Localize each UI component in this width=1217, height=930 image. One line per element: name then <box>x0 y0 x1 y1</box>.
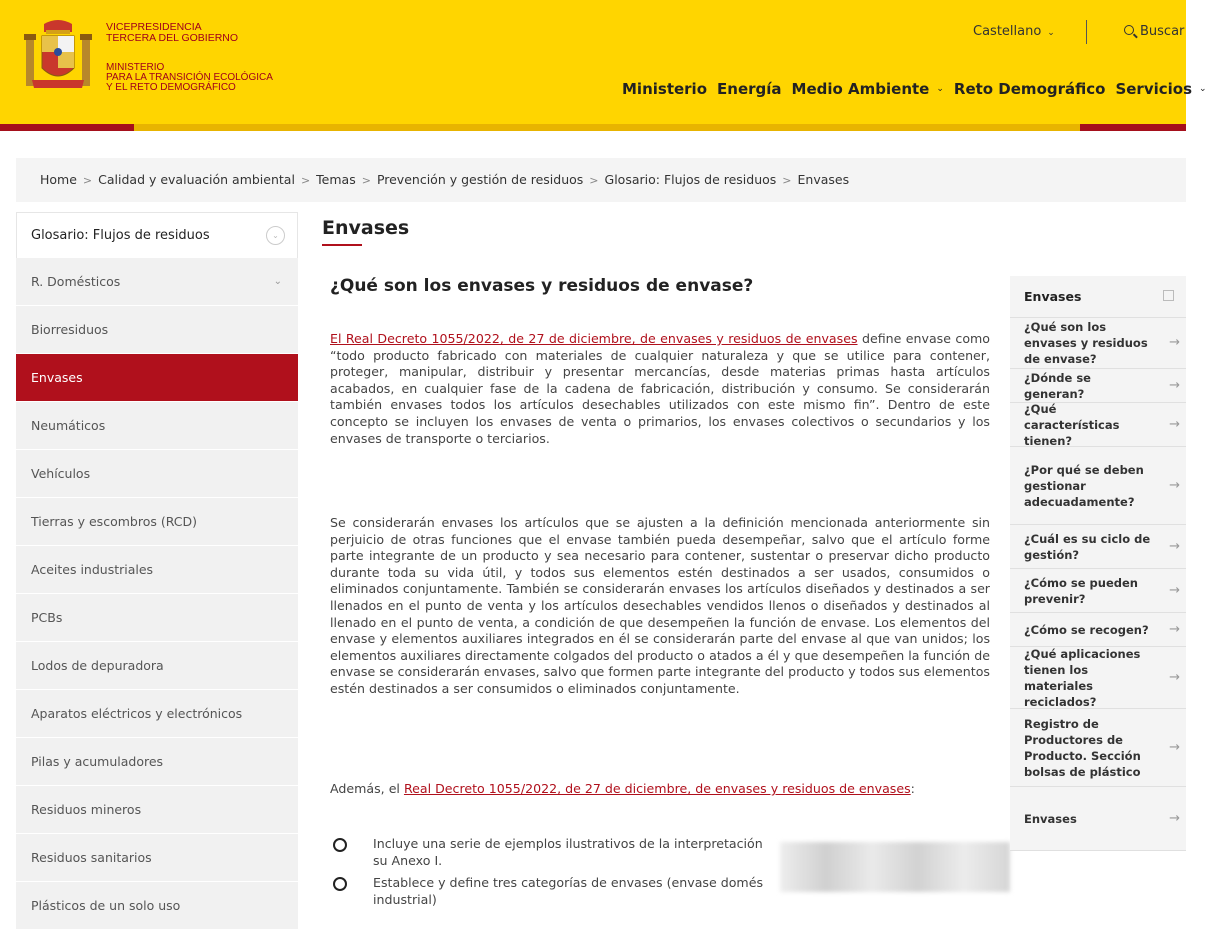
arrow-right-icon: → <box>1169 582 1180 598</box>
search-label: Buscar <box>1140 24 1185 39</box>
paragraph-text: Además, el <box>330 781 404 796</box>
arrow-right-icon: → <box>1169 669 1180 685</box>
breadcrumb-link[interactable]: Temas <box>316 172 356 187</box>
list-item-text <box>373 875 763 908</box>
toc-item[interactable] <box>1010 647 1186 709</box>
ministry-name <box>106 63 273 93</box>
nav-item-label: Ministerio <box>622 80 708 98</box>
toc-item-label: ¿Dónde se generan? <box>1024 370 1091 401</box>
ministry-line: PARA LA TRANSICIÓN ECOLÓGICA <box>106 72 273 83</box>
nav-item-label: Medio Ambiente <box>791 80 930 98</box>
table-of-contents <box>1010 276 1186 851</box>
sidebar-item[interactable] <box>16 258 298 306</box>
sidebar-item[interactable] <box>16 306 298 354</box>
toc-item-label: Envases <box>1024 811 1077 826</box>
toc-title: Envases <box>1024 289 1082 304</box>
paragraph <box>330 331 990 447</box>
sidebar-item[interactable] <box>16 354 298 402</box>
nav-item[interactable] <box>1115 80 1206 98</box>
main-navigation <box>622 80 1217 98</box>
sidebar-item-label: Envases <box>31 370 83 385</box>
breadcrumb-separator-icon: > <box>361 174 371 187</box>
nav-item-label: Reto Demográfico <box>953 80 1106 98</box>
ministry-line: MINISTERIO <box>106 62 165 73</box>
toc-item-label: ¿Qué características tienen? <box>1024 401 1120 448</box>
title-underline <box>322 244 362 246</box>
toc-item[interactable] <box>1010 525 1186 569</box>
paragraph-text: : <box>910 781 915 796</box>
site-header <box>0 0 1207 126</box>
breadcrumb-link[interactable]: Calidad y evaluación ambiental <box>98 172 295 187</box>
sidebar-item-label: Residuos mineros <box>31 802 142 817</box>
real-decreto-link[interactable]: El Real Decreto 1055/2022, de 27 de diciembre, de envases y residuos de envases <box>330 331 858 346</box>
list-line: su Anexo I. <box>373 852 443 868</box>
arrow-right-icon: → <box>1169 335 1180 350</box>
toc-header <box>1010 276 1186 318</box>
collapse-icon[interactable]: ⌄ <box>266 226 285 245</box>
toc-item[interactable] <box>1010 447 1186 525</box>
search-button[interactable] <box>1124 24 1184 39</box>
sidebar-item[interactable] <box>16 546 298 594</box>
breadcrumb-link[interactable]: Prevención y gestión de residuos <box>376 172 584 187</box>
arrow-right-icon: → <box>1169 739 1180 755</box>
toc-item[interactable] <box>1010 369 1186 403</box>
arrow-right-icon: → <box>1169 477 1180 493</box>
sidebar-item-label: Tierras y escombros (RCD) <box>31 514 197 529</box>
sidebar-item[interactable] <box>16 786 298 834</box>
toc-item[interactable] <box>1010 318 1186 369</box>
sidebar-item[interactable] <box>16 738 298 786</box>
sidebar-item[interactable] <box>16 882 298 930</box>
toc-item-label: ¿Qué aplicaciones tienen los materiales reciclados? <box>1024 646 1141 709</box>
paragraph-text: define envase como “todo producto fabricado con materiales de cualquier naturaleza y que se utilice para contener, proteger, manipular, distribuir y presentar mercancías, desde materias primas hasta artículos acabados, en cualquier fase de la cadena de fabricación, distribución y consumo. Se considerarán también envases todos los artículos desechables utilizados con este mismo fin”. Dentro de este concepto se incluyen los envases de venta o primarios, los envases colectivos o secundarios y los envases de transporte o terciarios. <box>330 331 990 446</box>
chevron-down-icon: ⌄ <box>936 84 944 94</box>
sidebar-item-label: R. Domésticos <box>31 274 121 289</box>
header-stripe <box>1080 124 1186 131</box>
language-selector[interactable] <box>973 24 1055 39</box>
sidebar-item-label: Residuos sanitarios <box>31 850 152 865</box>
sidebar-item[interactable] <box>16 594 298 642</box>
sidebar <box>16 212 298 930</box>
toc-item-label: ¿Cómo se recogen? <box>1024 622 1149 637</box>
sidebar-item[interactable] <box>16 450 298 498</box>
chevron-down-icon: ⌄ <box>1047 28 1055 38</box>
nav-item-label: Energía <box>717 80 782 98</box>
paragraph: Se considerarán envases los artículos que se ajusten a la definición mencionada anteriormente sin perjuicio de otras funciones que el envase también pueda desempeñar, salvo que el artículo forme parte integrante de un producto y sea necesario para contener, sustentar o preservar dicho producto durante toda su vida útil, y todos sus elementos estén destinados a ser usados, consumidos o eliminados conjuntamente. También se considerarán envases los artículos diseñados y destinados a ser llenados en el punto de venta y los artículos desechables vendidos llenos o diseñados y destinados al llenado en el punto de venta, a condición de que desempeñen la función de envase. Los elementos del envase y elementos auxiliares integrados en él se considerarán parte del envase al que van unidos; los elementos auxiliares directamente colgados del producto o atados a él y que desempeñen la función de envase se considerarán envases, salvo que formen parte integrante del producto y todos sus elementos estén destinados a ser consumidos o eliminados conjuntamente. <box>330 515 990 696</box>
toc-item[interactable] <box>1010 613 1186 647</box>
external-link-icon[interactable] <box>1163 290 1174 301</box>
sidebar-item[interactable] <box>16 402 298 450</box>
page-title: Envases <box>322 217 410 239</box>
breadcrumb-separator-icon: > <box>782 174 792 187</box>
sidebar-item-label: Neumáticos <box>31 418 106 433</box>
toc-item-label: ¿Cómo se pueden prevenir? <box>1024 575 1138 606</box>
toc-item-label: ¿Por qué se deben gestionar adecuadamente? <box>1024 462 1144 509</box>
nav-item[interactable] <box>717 80 782 98</box>
breadcrumb-separator-icon: > <box>589 174 599 187</box>
nav-item[interactable] <box>622 80 707 98</box>
toc-item[interactable] <box>1010 569 1186 613</box>
sidebar-item-label: PCBs <box>31 610 63 625</box>
sidebar-item[interactable] <box>16 498 298 546</box>
sidebar-item-label: Aceites industriales <box>31 562 154 577</box>
chevron-down-icon: ⌄ <box>1199 84 1207 94</box>
list-item-text <box>373 836 763 869</box>
sidebar-title-label: Glosario: Flujos de residuos <box>31 228 210 243</box>
toc-item-label: ¿Cuál es su ciclo de gestión? <box>1024 531 1151 562</box>
breadcrumb-link[interactable]: Glosario: Flujos de residuos <box>604 172 777 187</box>
sidebar-item-label: Plásticos de un solo uso <box>31 898 181 913</box>
paragraph <box>330 781 990 798</box>
nav-item-label: Servicios <box>1115 80 1193 98</box>
circle-bullet-icon <box>333 838 347 852</box>
breadcrumb-separator-icon: > <box>300 174 311 187</box>
toc-item[interactable] <box>1010 787 1186 851</box>
toc-item-label: Registro de Productores de Producto. Sección bolsas de plástico <box>1024 716 1141 779</box>
chevron-down-icon[interactable]: ⌄ <box>273 276 282 287</box>
list-line: Establece y define tres categorías de envases (envase domés <box>373 875 764 891</box>
gov-line: TERCERA DEL GOBIERNO <box>106 32 239 44</box>
arrow-right-icon: → <box>1169 377 1180 393</box>
section-title: ¿Qué son los envases y residuos de envase? <box>330 276 754 296</box>
divider <box>1086 20 1087 44</box>
sidebar-item-label: Vehículos <box>31 466 91 481</box>
breadcrumb-separator-icon: > <box>82 174 93 187</box>
header-stripe <box>134 124 1080 131</box>
header-stripe <box>0 124 134 131</box>
arrow-right-icon: → <box>1169 810 1180 826</box>
language-label: Castellano <box>973 24 1042 39</box>
sidebar-item[interactable] <box>16 690 298 738</box>
sidebar-item-label: Lodos de depuradora <box>31 658 164 673</box>
arrow-right-icon: → <box>1169 416 1180 432</box>
breadcrumb-link[interactable]: Home <box>40 172 77 187</box>
coat-of-arms-logo[interactable] <box>22 18 94 96</box>
arrow-right-icon: → <box>1169 621 1180 637</box>
sidebar-title[interactable] <box>16 212 298 258</box>
breadcrumb-link[interactable]: Envases <box>797 172 850 187</box>
sidebar-item-label: Biorresiduos <box>31 322 109 337</box>
nav-item[interactable] <box>954 80 1106 98</box>
breadcrumb <box>40 172 849 187</box>
list-line: Incluye una serie de ejemplos ilustrativos de la interpretación <box>373 836 763 851</box>
blurred-region <box>780 842 1010 892</box>
search-icon <box>1124 25 1134 35</box>
toc-item[interactable] <box>1010 403 1186 447</box>
list-line: industrial) <box>373 891 437 907</box>
real-decreto-link[interactable]: Real Decreto 1055/2022, de 27 de diciembre, de envases y residuos de envases <box>403 781 911 796</box>
circle-bullet-icon <box>333 877 347 891</box>
gov-line: VICEPRESIDENCIA <box>106 21 202 33</box>
sidebar-item-label: Aparatos eléctricos y electrónicos <box>31 706 243 721</box>
sidebar-item-label: Pilas y acumuladores <box>31 754 164 769</box>
arrow-right-icon: → <box>1169 538 1180 554</box>
nav-item[interactable] <box>792 80 944 98</box>
government-name <box>106 22 238 44</box>
ministry-line: Y EL RETO DEMOGRÁFICO <box>106 82 236 93</box>
sidebar-item[interactable] <box>16 642 298 690</box>
sidebar-item[interactable] <box>16 834 298 882</box>
toc-item[interactable] <box>1010 709 1186 787</box>
toc-item-label: ¿Qué son los envases y residuos de envase? <box>1024 320 1148 366</box>
